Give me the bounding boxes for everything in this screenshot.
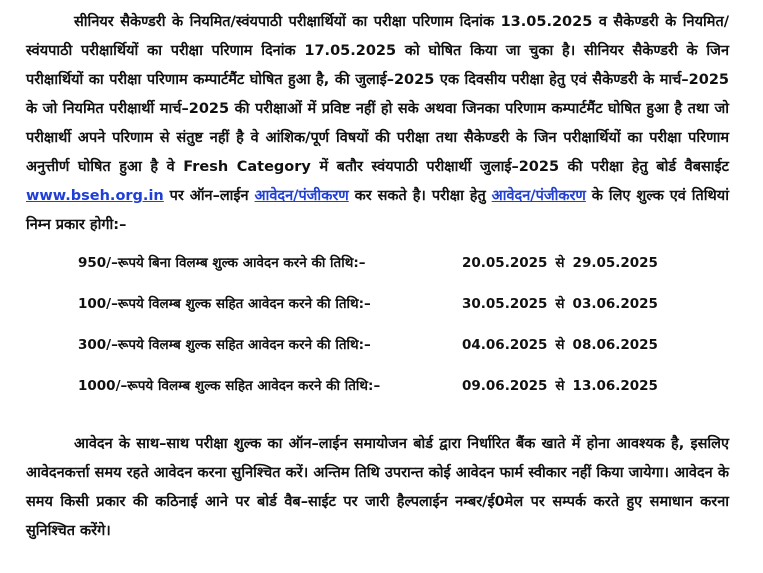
fee-date-to: 29.05.2025 xyxy=(572,255,658,271)
fee-dates xyxy=(462,252,658,274)
website-link[interactable]: www.bseh.org.in xyxy=(26,188,164,204)
notice-paragraph-2 xyxy=(26,430,729,546)
fee-date-to: 13.06.2025 xyxy=(572,378,658,394)
fee-label: 300/–रूपये विलम्ब शुल्क सहित आवेदन करने की तिथि:– xyxy=(78,337,371,353)
paragraph-1-text-d: के लिए शुल्क एवं तिथियां निम्न प्रकार होगी:– xyxy=(26,188,729,233)
notice-document xyxy=(26,8,729,546)
fee-dates xyxy=(462,334,658,356)
fee-row xyxy=(26,334,729,375)
fee-label: 100/–रूपये विलम्ब शुल्क सहित आवेदन करने की तिथि:– xyxy=(78,296,371,312)
registration-link-1[interactable]: आवेदन/पंजीकरण xyxy=(254,188,349,204)
fee-dates xyxy=(462,293,658,315)
fee-row xyxy=(26,252,729,293)
paragraph-1-text-c: कर सकते है। परीक्षा हेतु xyxy=(354,188,486,204)
fee-dates xyxy=(462,375,658,397)
paragraph-2-text: आवेदन के साथ–साथ परीक्षा शुल्क का ऑन–लाईन समायोजन बोर्ड द्वारा निर्धारित बैंक खाते में होना आवश्यक है, इसलिए आवेदनकर्त्ता समय रहते आवेदन करना सुनिश्चित करें। अन्तिम तिथि उपरान्त कोई आवेदन फार्म स्वीकार नहीं किया जायेगा। आवेदन के समय किसी प्रकार की कठिनाई आने पर बोर्ड वैब–साईट पर जारी हैल्पलाईन नम्बर/ई0मेल पर सम्पर्क करते हुए समाधान करना सुनिश्चित करेंगे। xyxy=(26,436,729,539)
fee-date-from: 04.06.2025 xyxy=(462,337,548,353)
fee-date-from: 20.05.2025 xyxy=(462,255,548,271)
fee-date-to: 08.06.2025 xyxy=(572,337,658,353)
fee-label: 950/–रूपये बिना विलम्ब शुल्क आवेदन करने की तिथि:– xyxy=(78,255,366,271)
fee-date-to: 03.06.2025 xyxy=(572,296,658,312)
fee-date-separator: से xyxy=(555,296,565,312)
paragraph-1-text-b: पर ऑन–लाईन xyxy=(169,188,249,204)
notice-paragraph-1 xyxy=(26,8,729,240)
fee-date-separator: से xyxy=(555,255,565,271)
fee-date-from: 30.05.2025 xyxy=(462,296,548,312)
fee-row xyxy=(26,375,729,416)
fee-label: 1000/–रूपये विलम्ब शुल्क सहित आवेदन करने की तिथि:– xyxy=(78,378,381,394)
fee-row xyxy=(26,293,729,334)
fee-schedule xyxy=(26,252,729,416)
paragraph-1-text-a: सीनियर सैकेण्डरी के नियमित/स्वंयपाठी परीक्षार्थियों का परीक्षा परिणाम दिनांक 13.05.2025 व सैकेण्डरी के नियमित/स्वंयपाठी परीक्षार्थियों का परीक्षा परिणाम दिनांक 17.05.2025 को घोषित किया जा चुका है। सीनियर सैकेण्डरी के जिन परीक्षार्थियों का परीक्षा परिणाम कम्पार्टमैंट घोषित हुआ है, की जुलाई–2025 एक दिवसीय परीक्षा हेतु एवं सैकेण्डरी के मार्च–2025 के जो नियमित परीक्षार्थी मार्च–2025 की परीक्षाओं में प्रविष्ट नहीं हो सके अथवा जिनका परिणाम कम्पार्टमैंट घोषित हुआ है तथा जो परीक्षार्थी अपने परिणाम से संतुष्ट नहीं है वे आंशिक/पूर्ण विषयों की परीक्षा तथा सैकेण्डरी के जिन परीक्षार्थियों का परीक्षा परिणाम अनुत्तीर्ण घोषित हुआ है वे Fresh Category में बतौर स्वंयपाठी परीक्षार्थी जुलाई–2025 की परीक्षा हेतु बोर्ड वैबसाईट xyxy=(26,14,729,175)
fee-date-separator: से xyxy=(555,378,565,394)
fee-date-from: 09.06.2025 xyxy=(462,378,548,394)
registration-link-2[interactable]: आवेदन/पंजीकरण xyxy=(491,188,586,204)
fee-date-separator: से xyxy=(555,337,565,353)
